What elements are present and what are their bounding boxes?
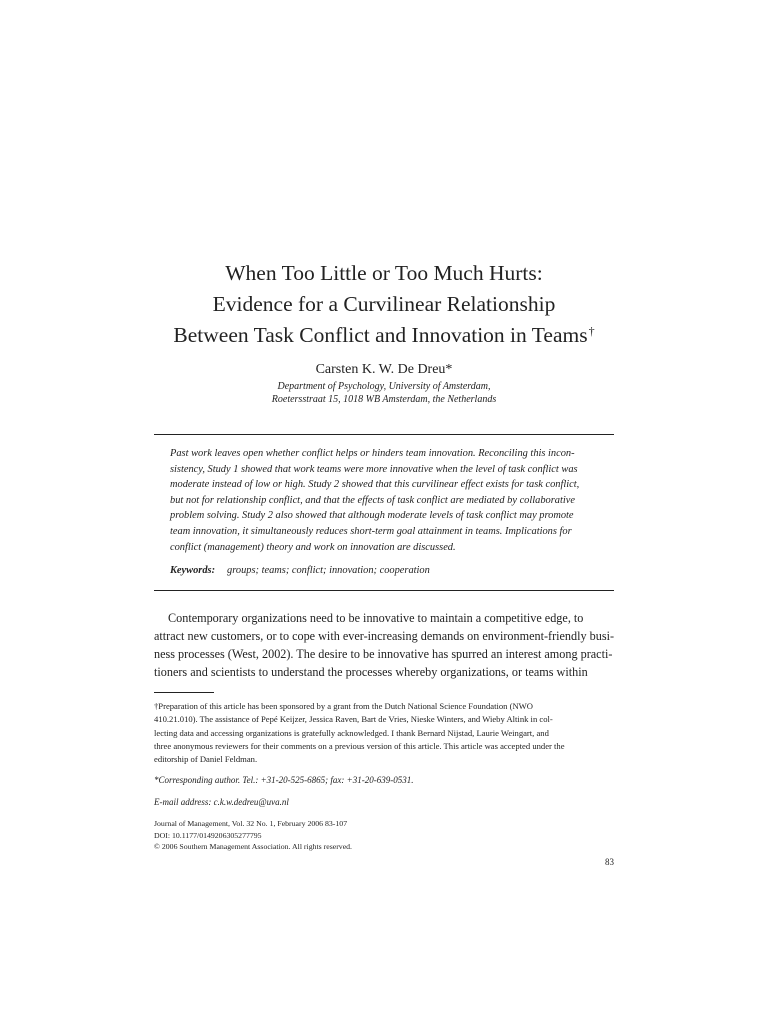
- journal-doi: DOI: 10.1177/0149206305277795: [154, 830, 262, 840]
- footnote-line: editorship of Daniel Feldman.: [154, 754, 258, 765]
- journal-info: [154, 818, 615, 853]
- abstract-line: sistency, Study 1 showed that work teams were more innovative when the level of task conflict was: [170, 463, 578, 475]
- keywords-text: groups; teams; conflict; innovation; cooperation: [227, 565, 430, 576]
- body-line: Contemporary organizations need to be innovative to maintain a competitive edge, to: [168, 611, 584, 625]
- affiliation-line-2: Roetersstraat 15, 1018 WB Amsterdam, the Netherlands: [271, 394, 497, 405]
- title-line-3-text: Between Task Conflict and Innovation in Teams: [173, 323, 588, 347]
- title-line-2: Evidence for a Curvilinear Relationship: [212, 292, 556, 316]
- abstract-line: Past work leaves open whether conflict helps or hinders team innovation. Reconciling this incon-: [170, 448, 575, 459]
- footnote-line: †Preparation of this article has been sponsored by a grant from the Dutch National Science Foundation (NWO: [154, 701, 533, 711]
- journal-citation: Journal of Management, Vol. 32 No. 1, February 2006 83-107: [154, 819, 348, 828]
- abstract-line: team innovation, it simultaneously reduces short-term goal attainment in teams. Implications for: [170, 525, 572, 537]
- acknowledgment-footnote: [154, 700, 615, 766]
- title-line-3: [100, 320, 668, 351]
- title-dagger: †: [588, 324, 595, 338]
- keywords-label: Keywords:: [170, 565, 216, 576]
- body-line: ness processes (West, 2002). The desire to be innovative has spurred an interest among practi-: [154, 647, 613, 661]
- keywords: [170, 565, 600, 576]
- footnote-line: lecting data and accessing organizations is gratefully acknowledged. I thank Bernard Nijstad, Laurie Weingart, and: [154, 727, 549, 738]
- abstract-line: moderate instead of low or high. Study 2 showed that this curvilinear effect exists for task conflict,: [170, 479, 580, 491]
- affiliation-line-1: Department of Psychology, University of Amsterdam,: [277, 381, 491, 392]
- email-address: E-mail address: c.k.w.dedreu@uva.nl: [154, 797, 289, 807]
- body-paragraph: [154, 609, 615, 681]
- page-number: 83: [605, 857, 614, 867]
- footnote-line: three anonymous reviewers for their comments on a previous version of this article. This article was accepted under the: [154, 740, 565, 751]
- journal-copyright: © 2006 Southern Management Association. All rights reserved.: [154, 842, 352, 852]
- footnote-line: 410.21.010). The assistance of Pepé Keijzer, Jessica Raven, Bart de Vries, Nieske Winters, and Wieby Altink in col-: [154, 714, 553, 725]
- abstract: [170, 446, 600, 555]
- body-line: tioners and scientists to understand the processes whereby organizations, or teams within: [154, 665, 588, 679]
- footnote-rule: [154, 692, 214, 693]
- article-title: [100, 258, 668, 351]
- abstract-line: but not for relationship conflict, and that the effects of task conflict are mediated by collaborative: [170, 494, 575, 506]
- abstract-bottom-rule: [154, 590, 614, 591]
- abstract-line: problem solving. Study 2 also showed that although moderate levels of task conflict may promote: [170, 510, 574, 522]
- abstract-top-rule: [154, 434, 614, 435]
- corresponding-author: *Corresponding author. Tel.: +31-20-525-6865; fax: +31-20-639-0531.: [154, 775, 414, 785]
- body-line: attract new customers, or to cope with ever-increasing demands on environment-friendly busi-: [154, 629, 615, 643]
- author-affiliation: [100, 380, 668, 406]
- abstract-line: conflict (management) theory and work on innovation are discussed.: [170, 541, 456, 553]
- author-name: Carsten K. W. De Dreu*: [315, 362, 453, 377]
- title-line-1: When Too Little or Too Much Hurts:: [225, 261, 543, 285]
